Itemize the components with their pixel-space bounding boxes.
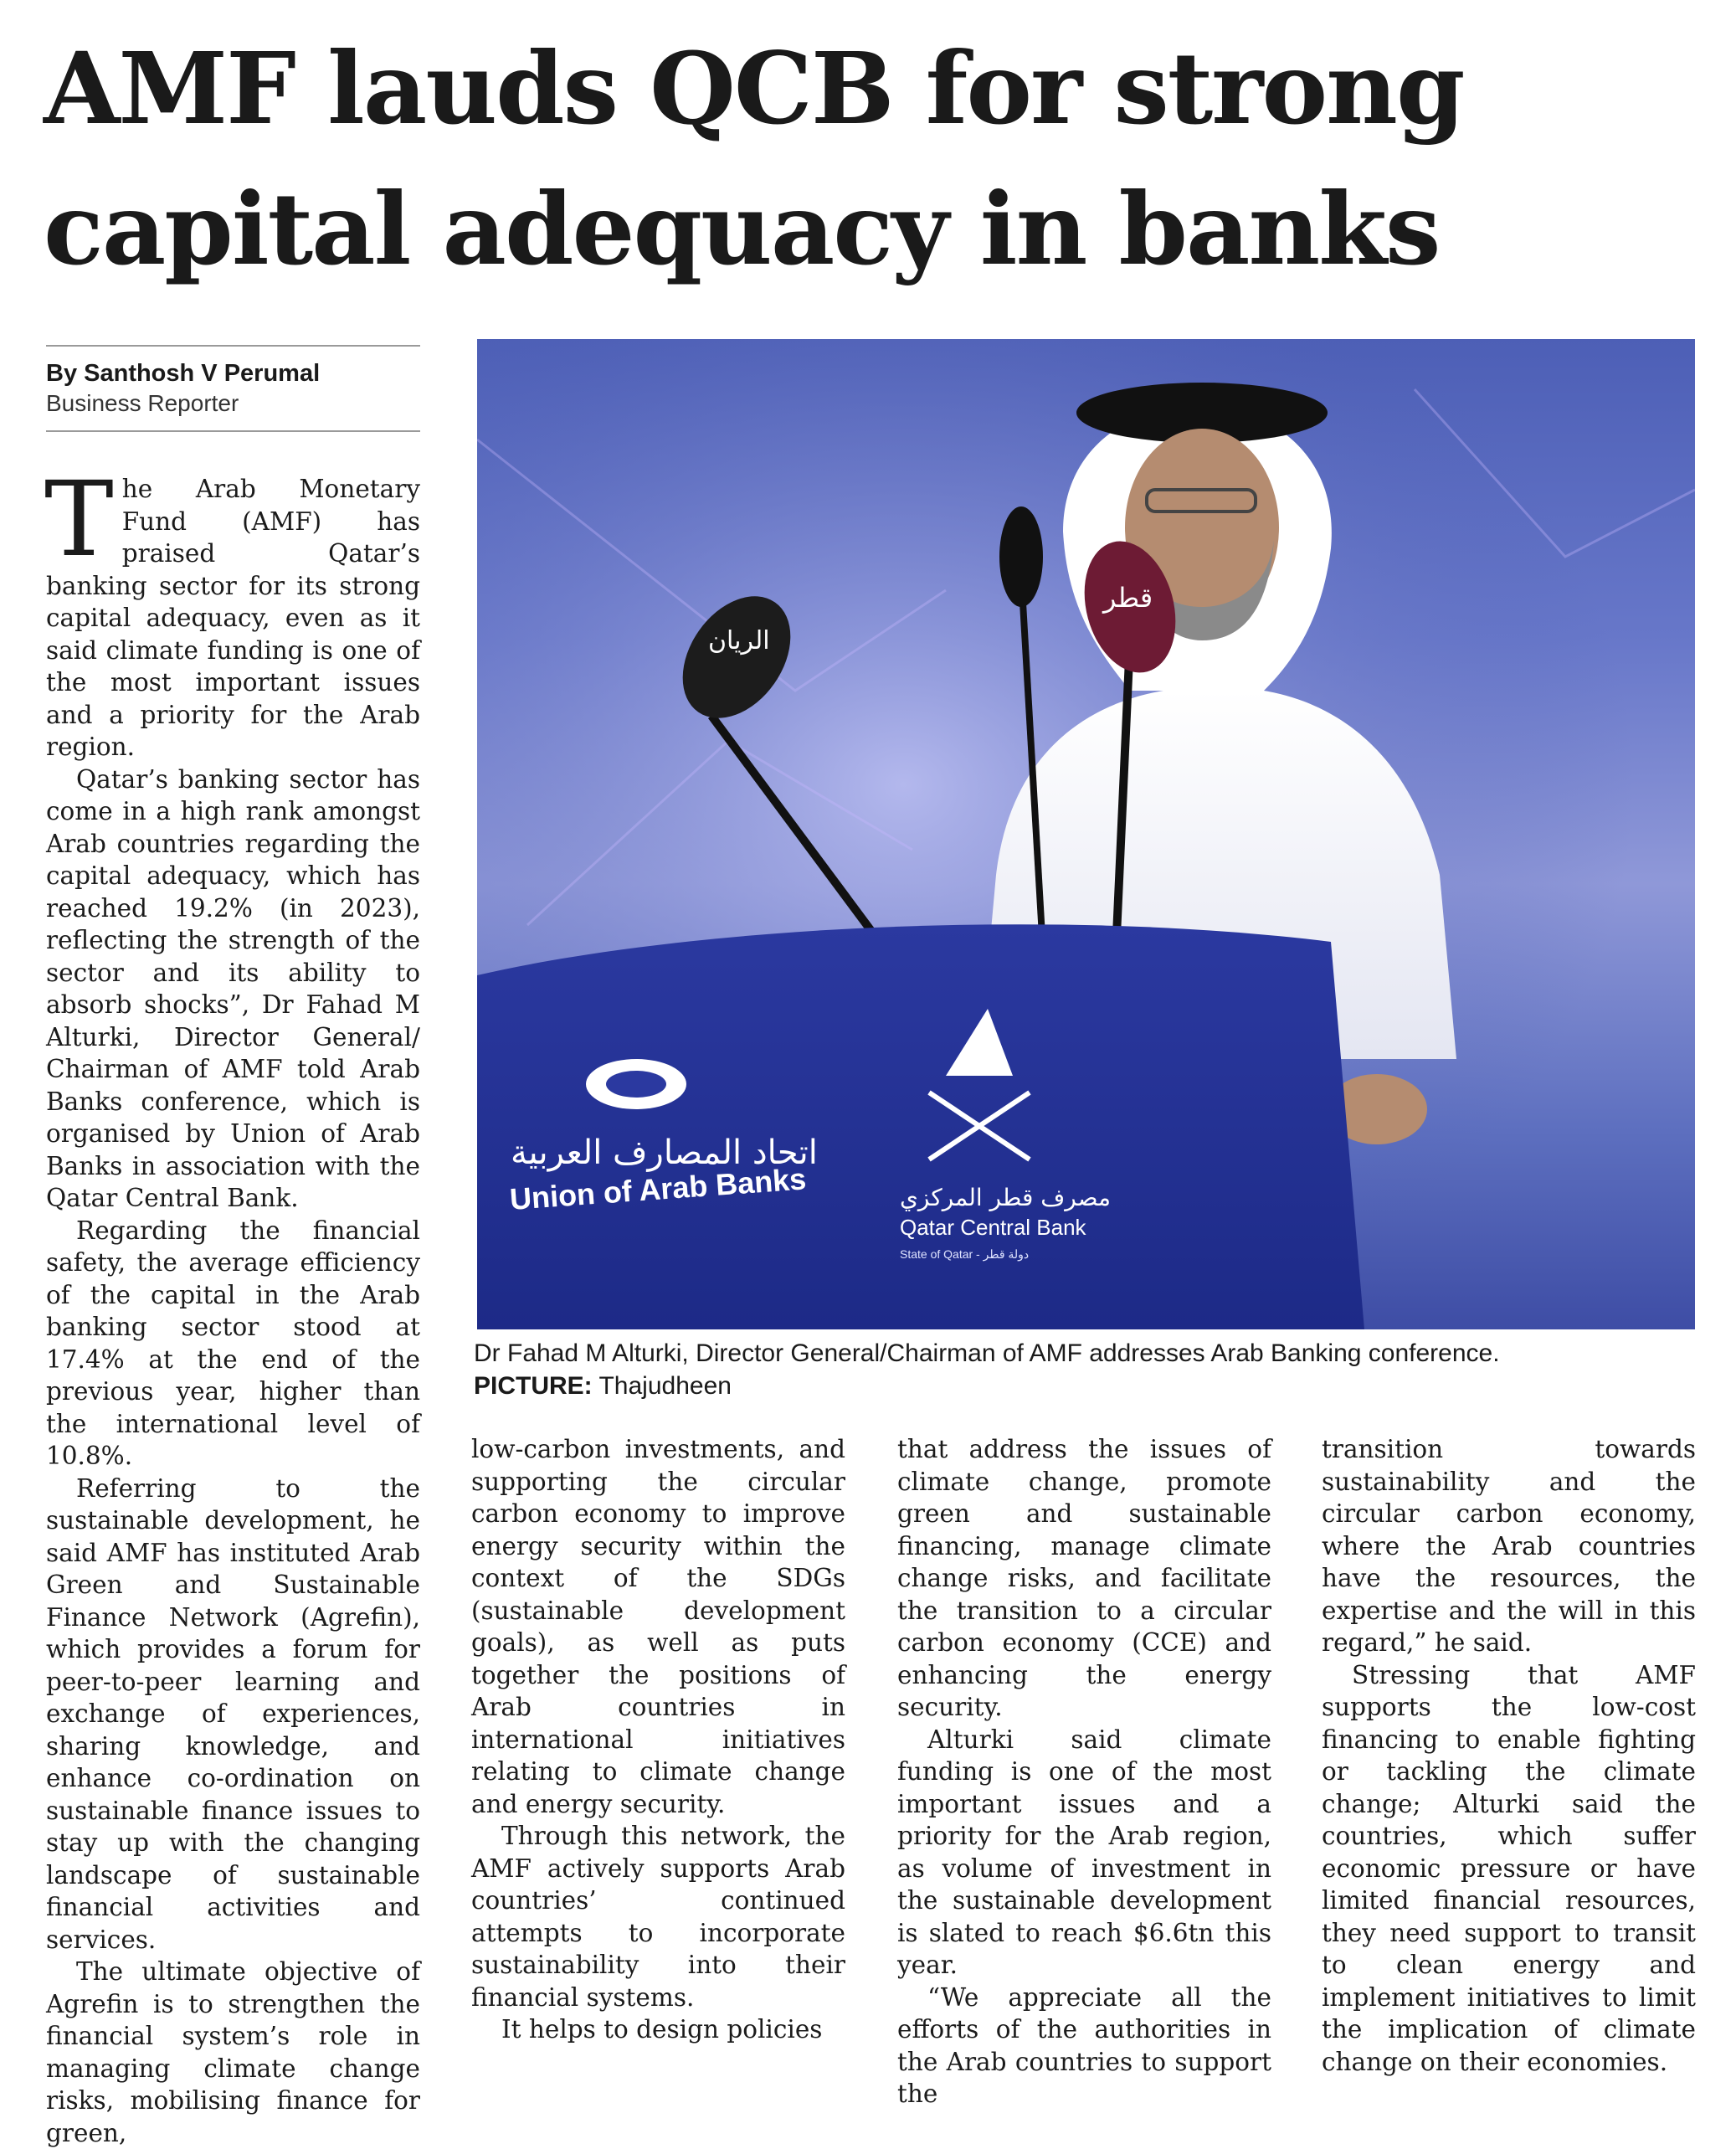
article-paragraph: Stressing that AMF supports the low-cost financing to enable fighting or tackling the climate change; Alturki said the countries, which suffer economic pressure or have limited financial resources, they need support to transit to clean energy and implement initiatives to limit the implication of climate change on their economies. [1322,1660,1696,2076]
article-paragraph: that address the issues of climate change, promote green and sustainable financing, manage climate change risks, and facilitate the transition to a circular carbon economy (CCE) and enhancing the energy security. [897,1435,1271,1721]
credit-label: PICTURE: [474,1372,593,1400]
qatar-central-bank-label: Qatar Central Bank [900,1215,1086,1240]
mic-left-label: الريان [708,626,770,655]
byline [46,345,420,432]
article-paragraph: Alturki said climate funding is one of the most important issues and a priority for the Arab region, as volume of investment in the sustainable development is slated to reach $6.6tn this year. [897,1725,1271,1979]
article-paragraph: transition towards sustainability and the circular carbon economy, where the Arab countries have the resources, the expertise and the will in this regard,” he said. [1322,1435,1696,1657]
drop-cap: T [44,460,114,580]
headline-line-2: capital adequacy in banks [44,171,1440,287]
article-photo [477,339,1695,1329]
byline-author: By Santhosh V Perumal [46,360,321,387]
article-paragraph: Through this network, the AMF actively supports Arab countries’ continued attempts to incorporate sustainability into their financial systems. [471,1822,845,2012]
article-paragraph: It helps to design policies [501,2015,823,2044]
caption-text: Dr Fahad M Alturki, Director General/Chairman of AMF addresses Arab Banking conference. [474,1339,1500,1367]
photo-caption [474,1337,1704,1402]
credit-name: Thajudheen [598,1372,732,1400]
headline [44,18,1709,300]
article-paragraph: Referring to the sustainable development, he said AMF has instituted Arab Green and Sustainable Finance Network (Agrefin), which provides a forum for peer-to-peer learning and exchange of experiences, sharing knowledge, and enhance co-ordination on sustainable finance issues to stay up with the changing landscape of sustainable financial activities and services. [46,1473,420,1954]
mic-right-label: قطر [1103,582,1153,614]
article-paragraph: The Arab Monetary Fund (AMF) has praised Qatar’s banking sector for its strong capital adequacy, even as it said climate funding is one of the most important issues and a priority for the Arab region. [44,460,420,761]
article-column-3 [897,1433,1271,2110]
qatar-central-bank-arabic: مصرف قطر المركزي [900,1184,1111,1211]
article-paragraph: The ultimate objective of Agrefin is to strengthen the financial system’s role in managing climate change risks, mobilising finance for green, [46,1957,420,2147]
union-of-arab-banks-arabic: اتحاد المصارف العربية [511,1134,818,1172]
article-paragraph: Qatar’s banking sector has come in a high rank amongst Arab countries regarding the capital adequacy, which has reached 19.2% (in 2023), reflecting the strength of the sector and its ability to absorb shocks”, Dr Fahad M Alturki, Director General/ Chairman of AMF told Arab Banks conference, which is organised by Union of Arab Banks in association with the Qatar Central Bank. [46,764,420,1212]
headline-line-1: AMF lauds QCB for strong [44,30,1464,147]
article-paragraph: “We appreciate all the efforts of the authorities in the Arab countries to support the [897,1982,1271,2108]
article-column-4 [1322,1433,1696,2078]
photo-credit [474,1370,1704,1402]
article-paragraph: low-carbon investments, and supporting the circular carbon economy to improve energy security within the context of the SDGs (sustainable development goals), as well as puts together the positions of Arab countries in international initiatives relating to climate change and energy security. [471,1435,845,1818]
union-of-arab-banks-label: Union of Arab Banks [508,1161,808,1216]
article-column-2 [471,1433,845,2046]
byline-role: Business Reporter [46,390,239,416]
article-column-1 [44,460,420,2149]
qatar-central-bank-sub: State of Qatar - دولة قطر [900,1247,1030,1261]
article-paragraph: Regarding the financial safety, the average efficiency of the capital in the Arab banking sector stood at 17.4% at the end of the previous year, higher than the international level of 10.8%. [46,1216,420,1470]
